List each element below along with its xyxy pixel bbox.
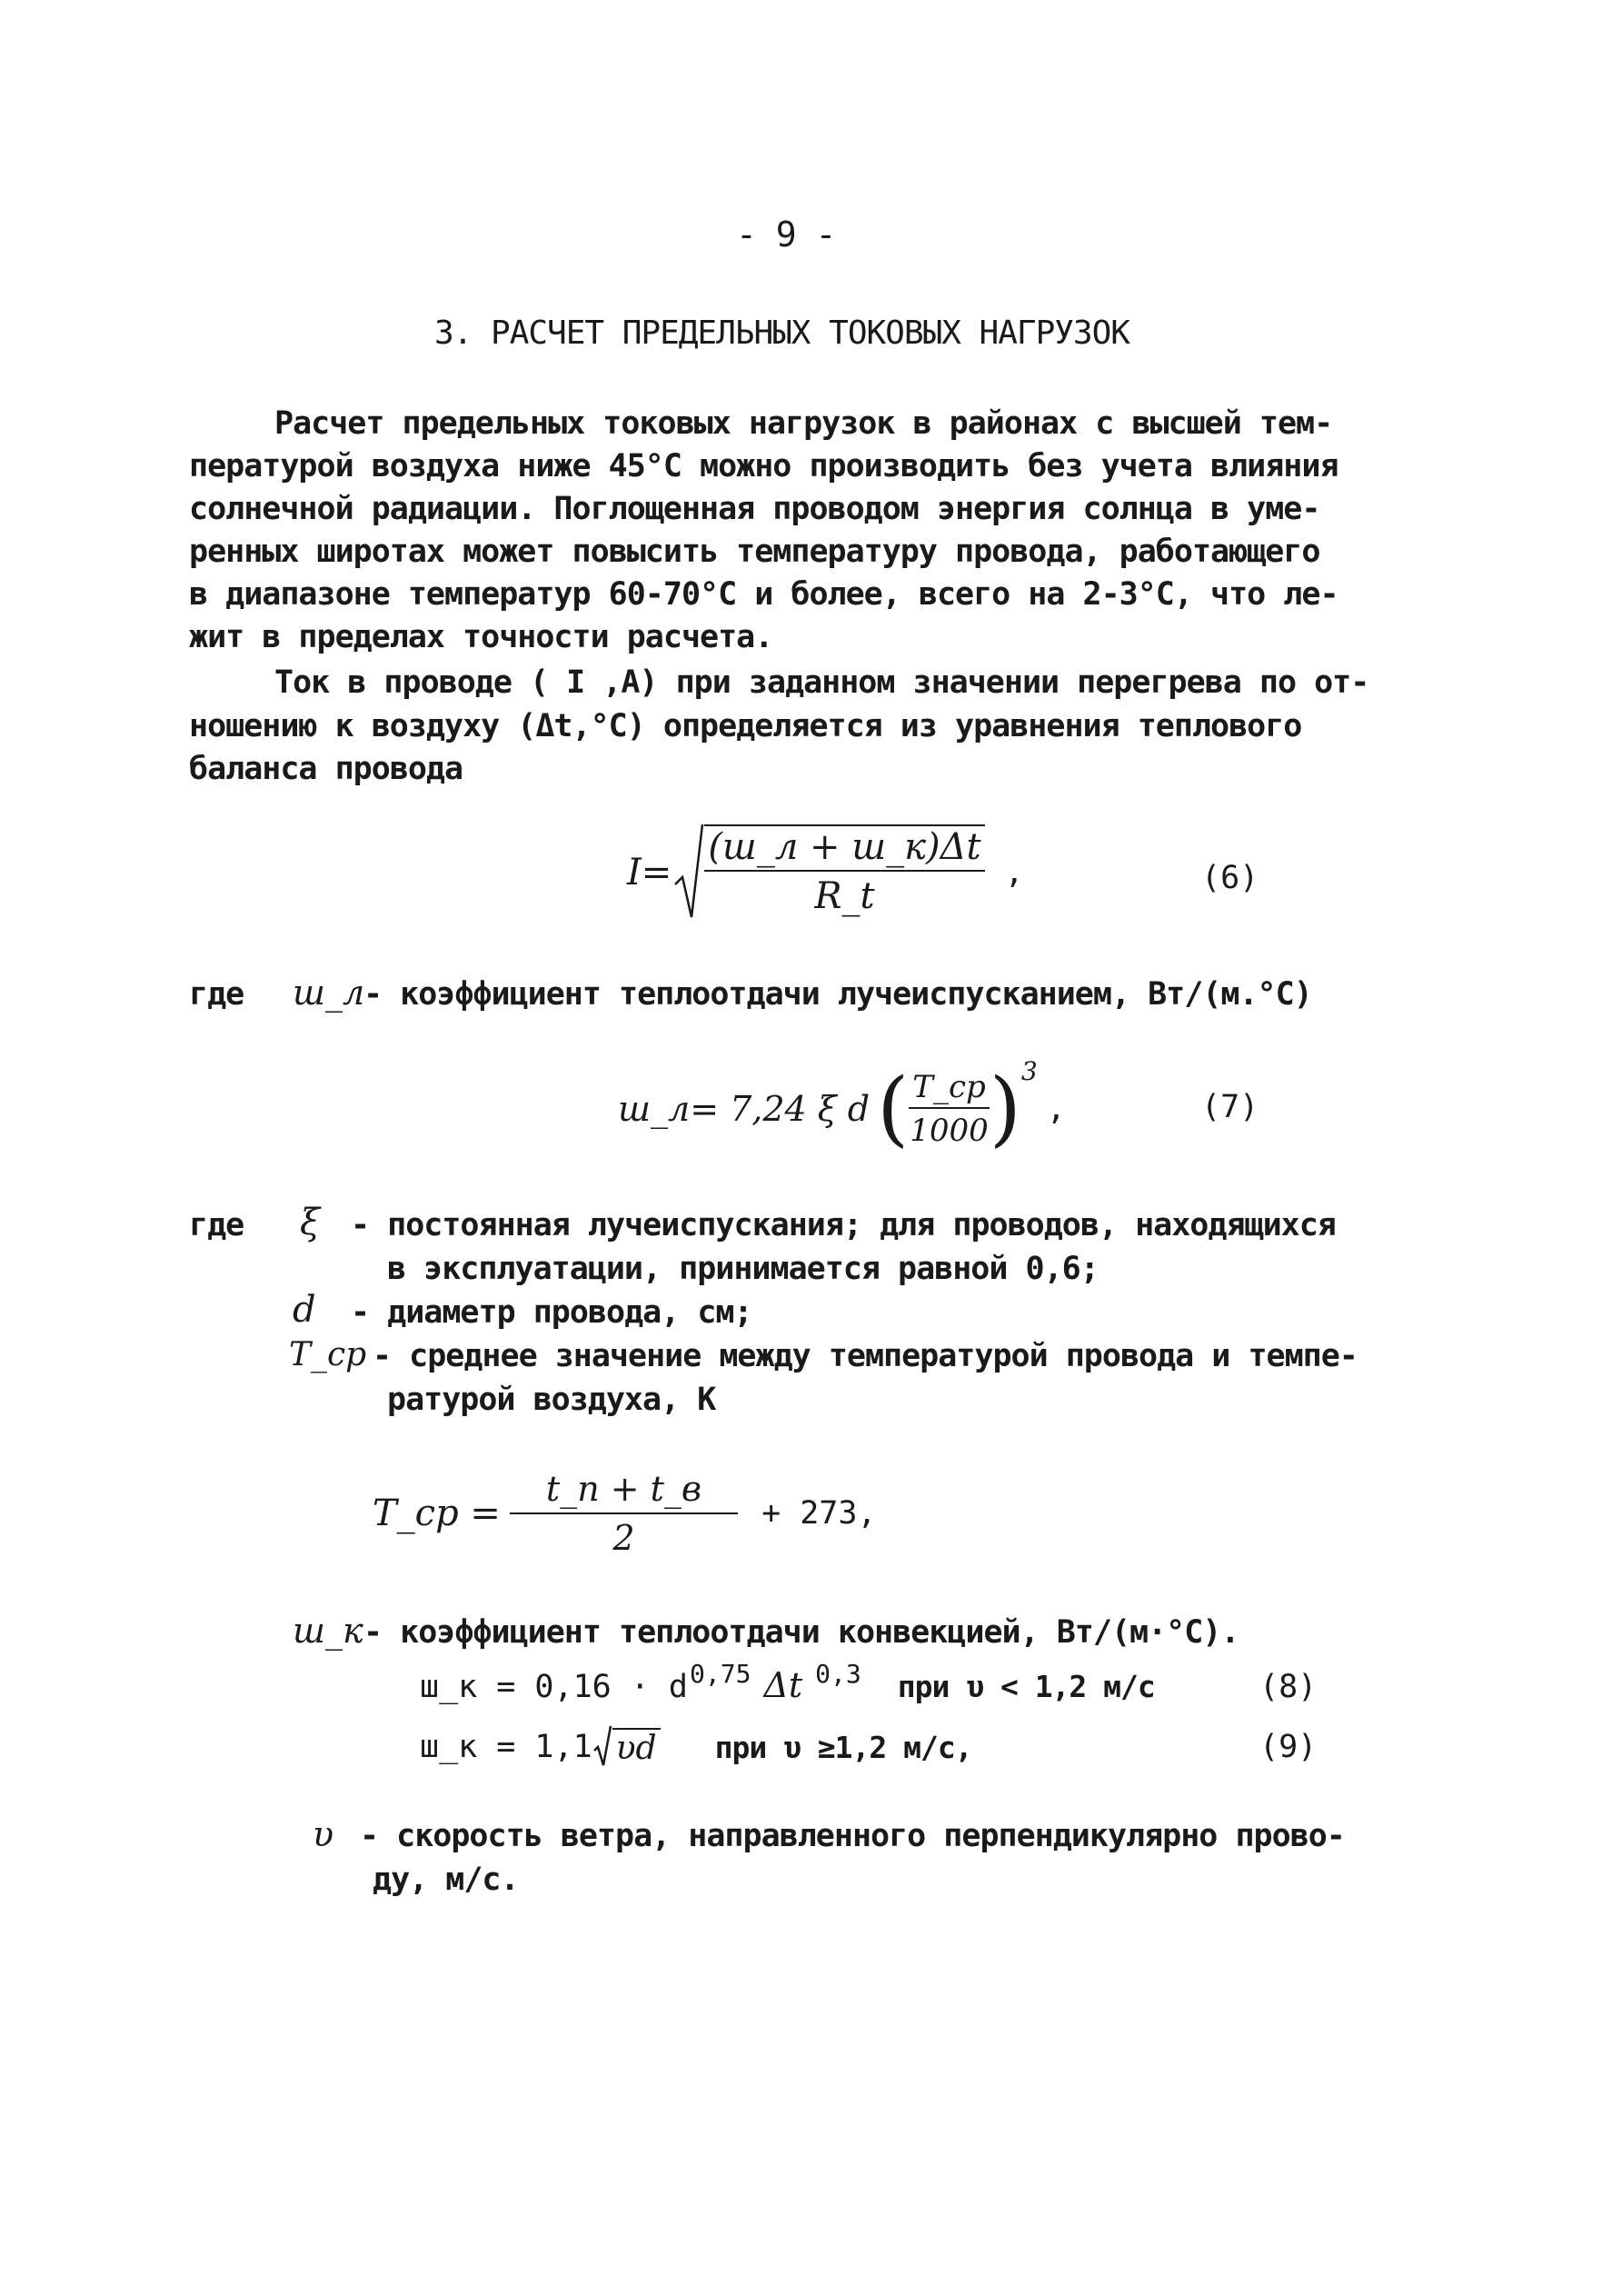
eq-tcp-lhs: T_ср = (373, 1492, 501, 1534)
wl-definition: - коэффициент теплоотдачи лучеиспусканием, Вт/(м.°С) (363, 976, 1312, 1013)
equation-6 (627, 818, 1024, 927)
equation-tcp (373, 1463, 877, 1563)
equation-7 (618, 1054, 1066, 1163)
eq8-condition: при υ < 1,2 м/с (897, 1669, 1155, 1704)
eq7-numerator: T_ср (909, 1069, 989, 1109)
eq9-condition: при υ ≥1,2 м/с, (714, 1729, 972, 1765)
eq7-tail: , (1046, 1091, 1066, 1127)
eq8-exp1: 0,75 (690, 1659, 751, 1689)
paragraph-line: Расчет предельных токовых нагрузок в районах с высшей тем- (274, 405, 1333, 442)
eq8-number: (8) (1259, 1669, 1318, 1705)
d-symbol: d (293, 1289, 316, 1331)
equation-9 (420, 1723, 972, 1771)
xi-definition: - постоянная лучеиспускания; для проводов, находящихся (351, 1207, 1336, 1243)
wl-symbol: ш_л (293, 973, 365, 1013)
page-number: - 9 - (736, 215, 836, 255)
where-label: где (189, 1207, 244, 1243)
wk-symbol: ш_к (293, 1611, 363, 1651)
paragraph-line: баланса провода (189, 751, 463, 787)
eq8-mid: Δt (763, 1665, 803, 1705)
sqrt-radical-icon (592, 1723, 612, 1771)
v-definition: - скорость ветра, направленного перпендикулярно прово- (360, 1818, 1345, 1854)
eq7-lhs: ш_л= 7,24 ξ d (618, 1089, 871, 1129)
paragraph-line: солнечной радиации. Поглощенная проводом энергия солнца в уме- (189, 491, 1320, 527)
eq6-denominator: R_t (814, 875, 875, 917)
equation-8 (420, 1659, 1155, 1705)
tcp-definition: - среднее значение между температурой провода и темпе- (373, 1338, 1358, 1374)
v-symbol: υ (313, 1814, 334, 1854)
eq6-number: (6) (1201, 860, 1259, 896)
left-paren-icon: ( (877, 1061, 910, 1156)
eq9-root: υd (612, 1728, 661, 1767)
paragraph-line: ношению к воздуху (Δt,°С) определяется из уравнения теплового (189, 708, 1302, 744)
eq6-lhs: I= (627, 852, 672, 893)
tcp-definition: ратурой воздуха, К (387, 1382, 716, 1418)
xi-symbol: ξ (300, 1202, 321, 1243)
paragraph-line: в диапазоне температур 60-70°С и более, всего на 2-3°С, что ле- (189, 576, 1338, 613)
eq6-tail: , (1004, 854, 1024, 891)
paragraph-line: ренных широтах может повысить температуру провода, работающего (189, 534, 1320, 570)
eq-tcp-tail: + 273, (761, 1495, 877, 1532)
eq7-power: 3 (1020, 1056, 1038, 1086)
eq-tcp-numerator: t_п + t_в (510, 1469, 738, 1514)
paragraph-line: Ток в проводе ( I ,А) при заданном значении перегрева по от- (274, 664, 1369, 701)
xi-definition: в эксплуатации, принимается равной 0,6; (387, 1251, 1099, 1287)
eq-tcp-fraction (510, 1469, 738, 1558)
eq9-lhs: ш_к = 1,1 (420, 1729, 592, 1765)
eq7-number: (7) (1201, 1089, 1259, 1125)
wk-definition: - коэффициент теплоотдачи конвекцией, Вт/(м·°С). (363, 1614, 1239, 1651)
sqrt-radical-icon (673, 821, 704, 924)
eq7-fraction (909, 1069, 989, 1149)
tcp-symbol: T_ср (289, 1336, 367, 1373)
paragraph-line: пературой воздуха ниже 45°С можно производить без учета влияния (189, 448, 1338, 484)
eq8-exp2: 0,3 (815, 1659, 861, 1689)
eq9-number: (9) (1259, 1729, 1318, 1765)
section-title: 3. РАСЧЕТ ПРЕДЕЛЬНЫХ ТОКОВЫХ НАГРУЗОК (434, 314, 1129, 352)
eq7-denominator: 1000 (910, 1113, 989, 1149)
where-label: где (189, 976, 244, 1013)
eq8-lhs: ш_к = 0,16 · d (420, 1669, 689, 1705)
d-definition: - диаметр провода, см; (351, 1294, 752, 1331)
eq6-fraction (704, 824, 984, 917)
eq6-numerator: (ш_л + ш_к)Δt (704, 826, 984, 872)
paragraph-line: жит в пределах точности расчета. (189, 619, 773, 655)
right-paren-icon: ) (989, 1061, 1021, 1156)
v-definition: ду, м/с. (373, 1862, 519, 1898)
eq-tcp-denominator: 2 (612, 1518, 635, 1558)
